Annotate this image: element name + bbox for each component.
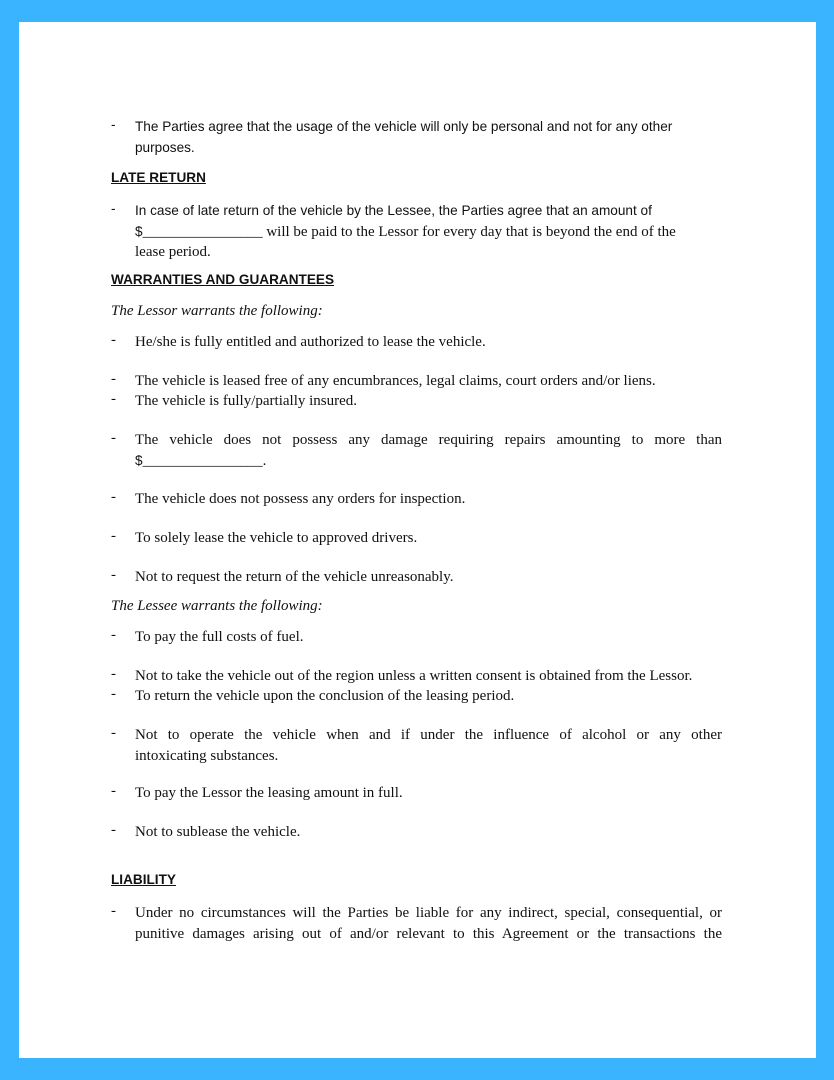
lessor-intro: The Lessor warrants the following: (111, 303, 323, 319)
lessee-item: To pay the Lessor the leasing amount in full. (135, 785, 403, 801)
bullet-dash: - (111, 528, 116, 544)
currency-symbol: $ (135, 223, 143, 239)
bullet-dash: - (111, 371, 116, 387)
lessee-item: Not to take the vehicle out of the region unless a written consent is obtained from the Lessor. (135, 668, 693, 684)
lessor-item: The vehicle is fully/partially insured. (135, 393, 358, 409)
late-return-heading: LATE RETURN (111, 170, 206, 185)
bullet-dash: - (111, 567, 116, 583)
alcohol-line-1: Not to operate the vehicle when and if under the influence of alcohol or any other (135, 727, 722, 743)
lessor-item: He/she is fully entitled and authorized to lease the vehicle. (135, 334, 486, 350)
damage-line-2 (135, 451, 722, 472)
usage-clause (135, 117, 722, 158)
bullet-dash: - (111, 666, 116, 682)
lessee-item: Not to sublease the vehicle. (135, 824, 301, 840)
bullet-dash: - (111, 686, 116, 702)
bullet-dash: - (111, 725, 116, 741)
damage-end: . (262, 452, 267, 469)
lessee-item: To return the vehicle upon the conclusion of the leasing period. (135, 688, 515, 704)
usage-line-1: The Parties agree that the usage of the vehicle will only be personal and not for any other (135, 119, 673, 134)
alcohol-line-2: intoxicating substances. (135, 747, 279, 764)
bullet-dash: - (111, 201, 116, 216)
liability-heading: LIABILITY (111, 872, 176, 887)
damage-line-1: The vehicle does not possess any damage requiring repairs amounting to more than (135, 432, 722, 448)
lessor-item: The vehicle does not possess any orders for inspection. (135, 491, 466, 507)
bullet-dash: - (111, 489, 116, 505)
late-return-line-2 (135, 222, 722, 243)
late-return-line-1: In case of late return of the vehicle by the Lessee, the Parties agree that an amount of (135, 203, 652, 218)
liability-line-1: Under no circumstances will the Parties be liable for any indirect, special, consequential, or (135, 905, 722, 921)
currency-symbol: $ (135, 452, 143, 468)
bullet-dash: - (111, 822, 116, 838)
lessee-item: To pay the full costs of fuel. (135, 629, 304, 645)
lessee-intro: The Lessee warrants the following: (111, 598, 323, 614)
bullet-dash: - (111, 903, 116, 919)
liability-clause (135, 903, 722, 944)
bullet-dash: - (111, 627, 116, 643)
bullet-dash: - (111, 117, 116, 132)
lessor-item-damage (135, 430, 722, 471)
liability-line-2: punitive damages arising out of and/or relevant to this Agreement or the transactions the (135, 925, 722, 942)
bullet-dash: - (111, 391, 116, 407)
lessor-item: Not to request the return of the vehicle unreasonably. (135, 569, 454, 585)
warranties-heading: WARRANTIES AND GUARANTEES (111, 272, 335, 287)
document-page (19, 22, 816, 1058)
bullet-dash: - (111, 332, 116, 348)
lessor-item: The vehicle is leased free of any encumbrances, legal claims, court orders and/or liens. (135, 373, 656, 389)
lessor-item: To solely lease the vehicle to approved drivers. (135, 530, 418, 546)
bullet-dash: - (111, 783, 116, 799)
amount-blank: ________________ (142, 223, 263, 240)
late-return-clause (135, 201, 722, 263)
late-return-line-3: lease period. (135, 244, 211, 260)
bullet-dash: - (111, 430, 116, 446)
late-return-line-2-text: will be paid to the Lessor for every day that is beyond the end of the (262, 223, 676, 240)
amount-blank: ________________ (142, 452, 263, 469)
usage-line-2: purposes. (135, 139, 195, 155)
lessee-item-alcohol (135, 725, 722, 766)
